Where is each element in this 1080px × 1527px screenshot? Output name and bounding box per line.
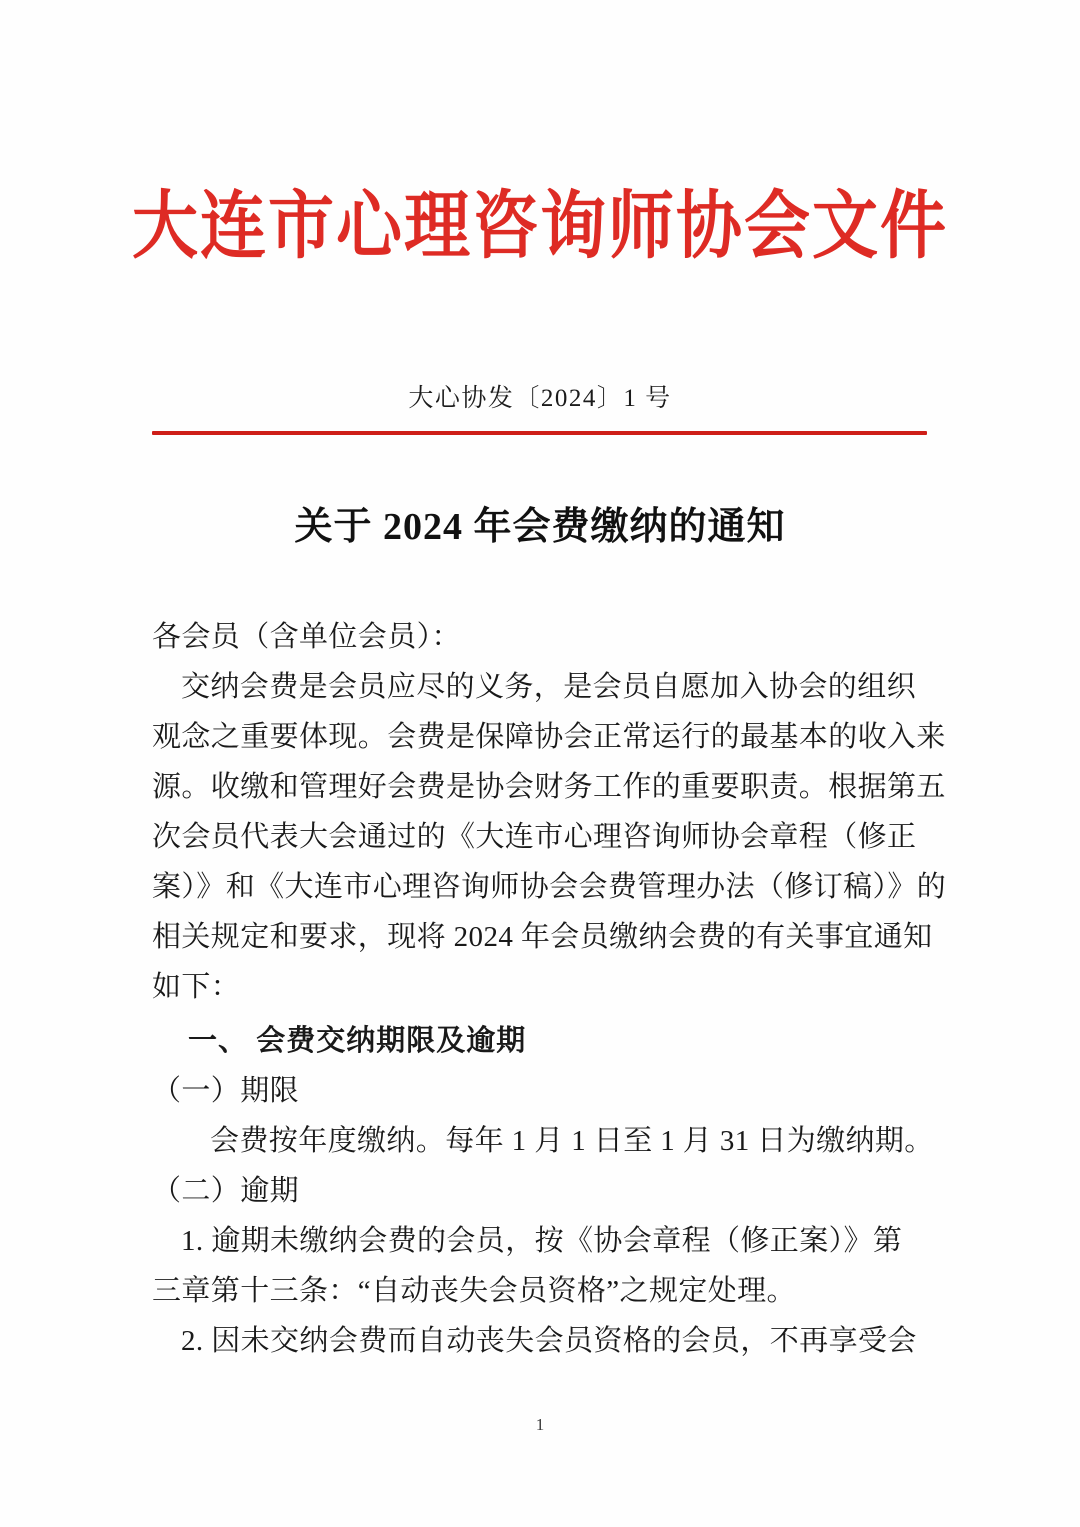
masthead <box>0 186 1080 268</box>
red-divider-rule <box>152 431 927 435</box>
document-body <box>152 612 947 1366</box>
subsection-1-text: 会费按年度缴纳。每年 1 月 1 日至 1 月 31 日为缴纳期。 <box>210 1125 934 1157</box>
list-item-line: 1. 逾期未缴纳会费的会员，按《协会章程（修正案）》第 <box>181 1225 903 1257</box>
salutation: 各会员（含单位会员）： <box>152 621 461 653</box>
paragraph-line: 案）》和《大连市心理咨询师协会会费管理办法（修订稿）》的 <box>152 871 947 903</box>
paragraph-line: 如下： <box>152 971 241 1003</box>
subsection-heading-1: （一）期限 <box>152 1075 300 1107</box>
list-item-line: 三章第十三条：“自动丧失会员资格”之规定处理。 <box>152 1275 796 1307</box>
page-number: 1 <box>535 1415 545 1434</box>
organization-masthead-title: 大连市心理咨询师协会文件 <box>132 186 948 268</box>
paragraph-line: 观念之重要体现。会费是保障协会正常运行的最基本的收入来 <box>152 721 946 753</box>
list-item-line: 2. 因未交纳会费而自动丧失会员资格的会员，不再享受会 <box>181 1325 917 1357</box>
paragraph-line: 相关规定和要求，现将 2024 年会员缴纳会费的有关事宜通知 <box>152 921 933 953</box>
paragraph-line: 交纳会费是会员应尽的义务，是会员自愿加入协会的组织 <box>181 671 917 703</box>
section-heading-1: 一、 会费交纳期限及逾期 <box>188 1025 527 1057</box>
paragraph-line: 次会员代表大会通过的《大连市心理咨询师协会章程（修正 <box>152 821 917 853</box>
paragraph-line: 源。收缴和管理好会费是协会财务工作的重要职责。根据第五 <box>152 771 946 803</box>
subsection-heading-2: （二）逾期 <box>152 1175 300 1207</box>
document-number: 大心协发〔2024〕1 号 <box>408 385 672 412</box>
page-title: 关于 2024 年会费缴纳的通知 <box>294 506 786 548</box>
